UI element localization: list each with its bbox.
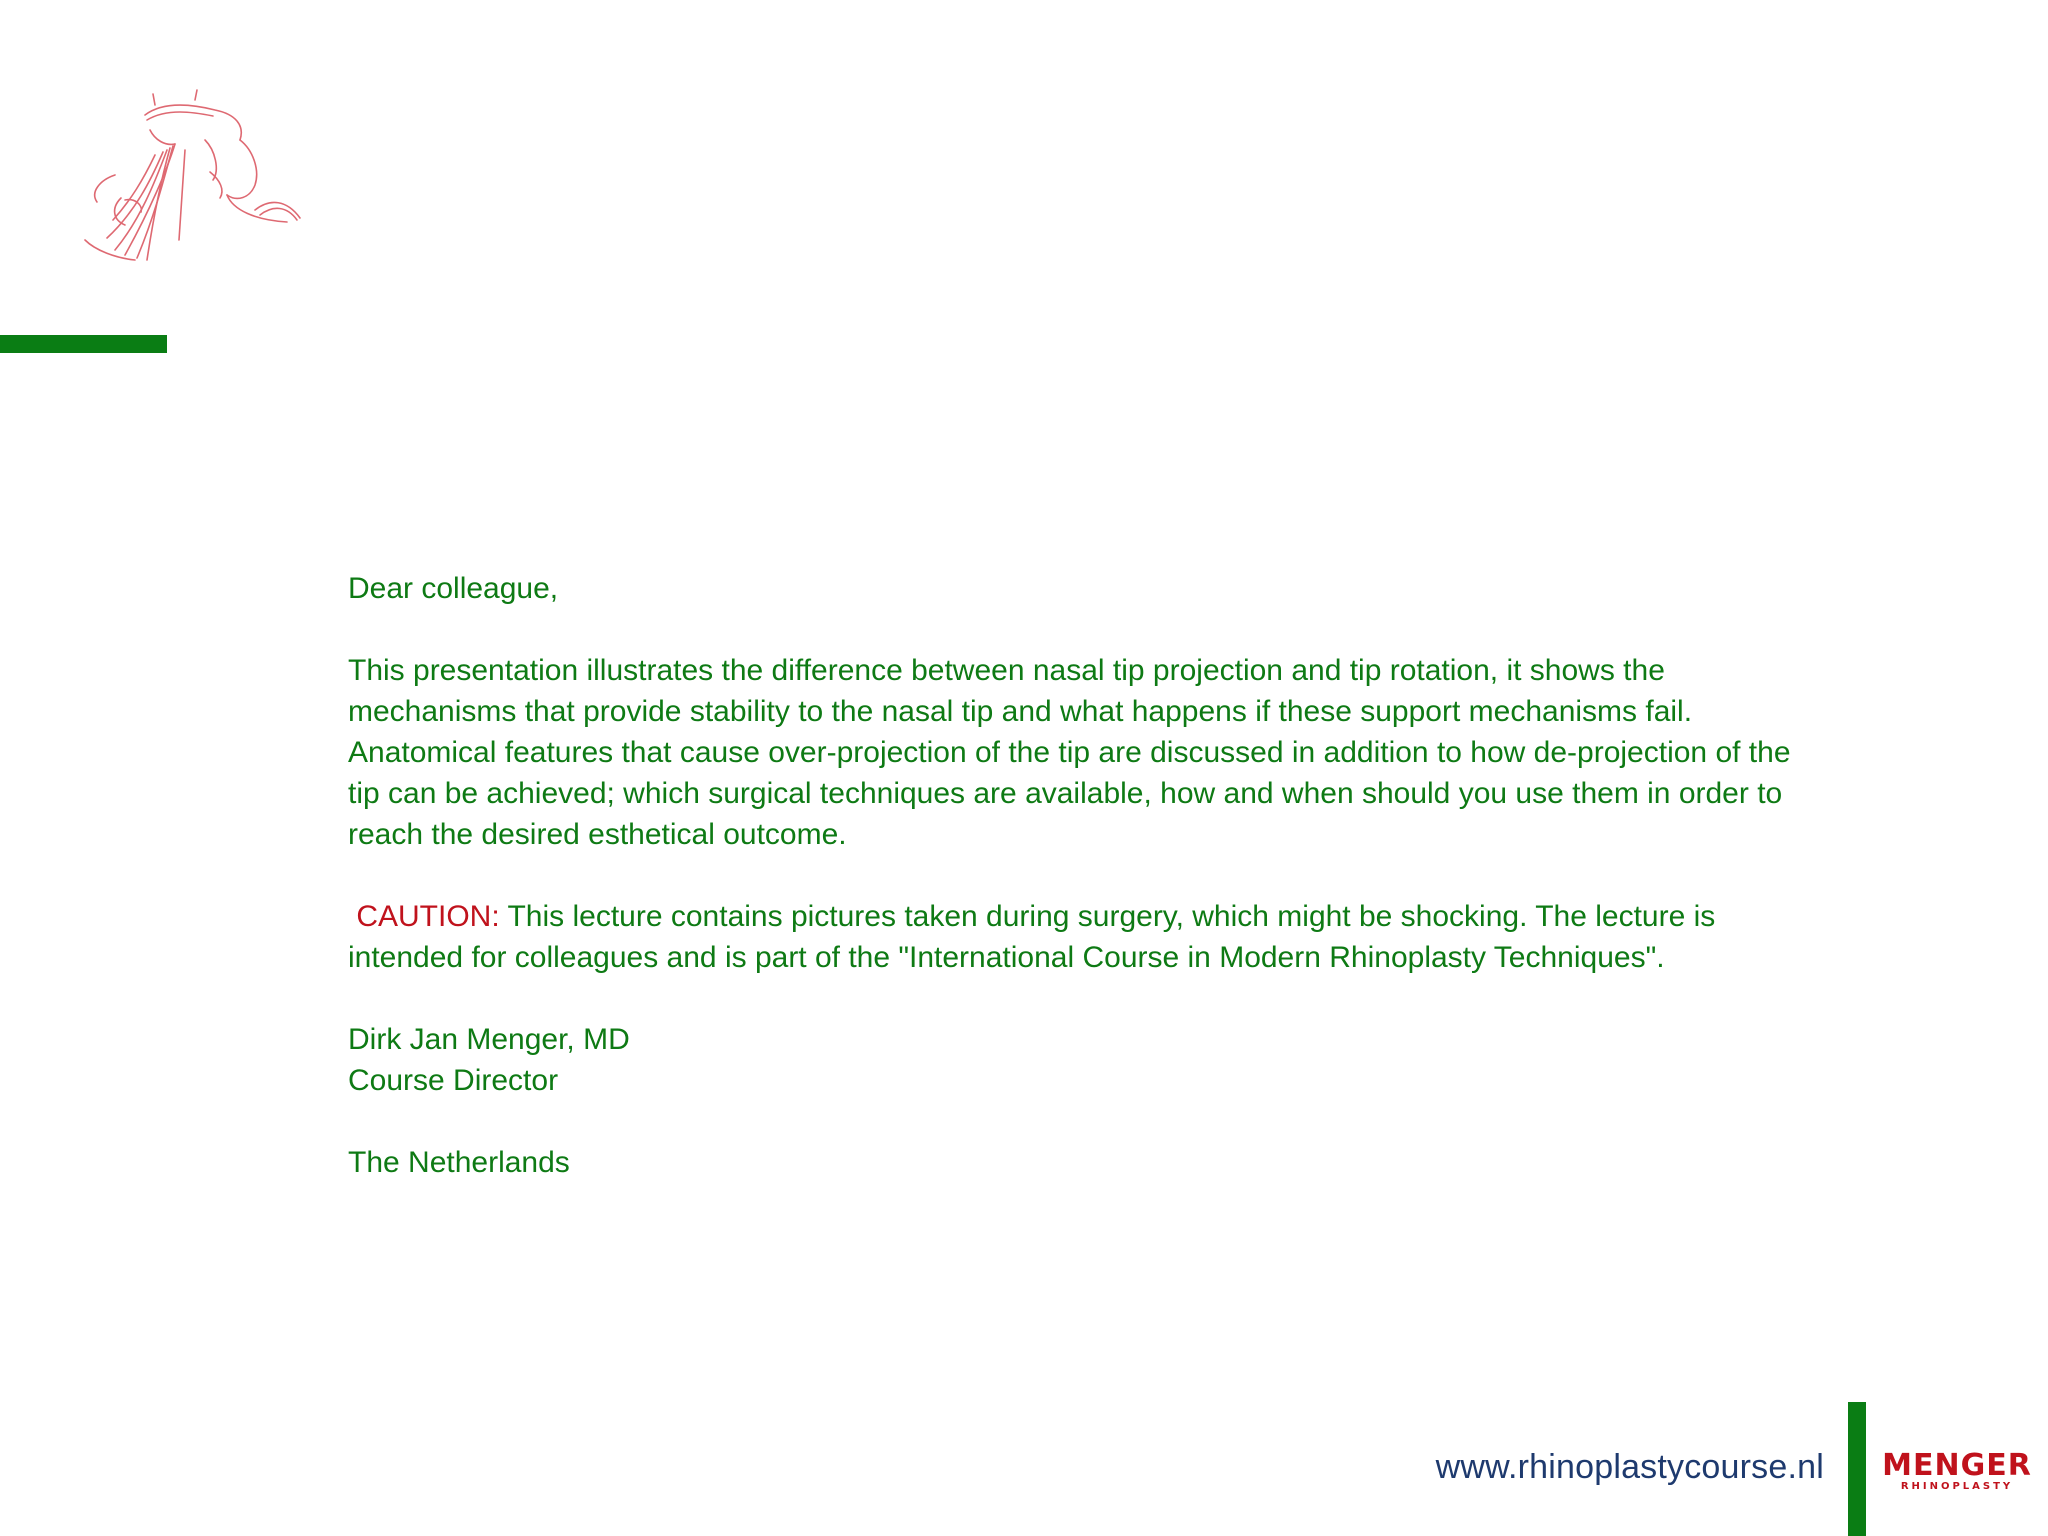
paragraph-gap	[348, 1101, 1828, 1142]
paragraph-gap	[348, 609, 1828, 650]
paragraph-gap	[348, 978, 1828, 1019]
footer-url[interactable]: www.rhinoplastycourse.nl	[1435, 1448, 1824, 1486]
brand-logo-main: MENGER	[1882, 1448, 2032, 1483]
letter	[348, 568, 1828, 1183]
caution-text: This lecture contains pictures taken during surgery, which might be shocking. The lecture is intended for colleagues and is part of the "International Course in Modern Rhinoplasty Techniques".	[348, 900, 1716, 974]
body-paragraph: This presentation illustrates the difference between nasal tip projection and tip rotation, it shows the mechanisms that provide stability to the nasal tip and what happens if these support mechanisms fail. Anatomical features that cause over-projection of the tip are discussed in addition to how de-projection of the tip can be achieved; which surgical techniques are available, how and when should you use them in order to reach the desired esthetical outcome.	[348, 654, 1791, 851]
brand-logo	[1882, 1448, 2032, 1501]
signature-title: Course Director	[348, 1064, 559, 1097]
salutation: Dear colleague,	[348, 572, 559, 605]
nasal-anatomy-sketch-icon	[55, 80, 315, 280]
brand-logo-sub: RHINOPLASTY	[1900, 1481, 2014, 1492]
caution-paragraph	[348, 896, 1828, 978]
signature-name: Dirk Jan Menger, MD	[348, 1023, 630, 1056]
paragraph-gap	[348, 855, 1828, 896]
caution-label: CAUTION:	[356, 900, 500, 933]
accent-bar-side	[1848, 1402, 1866, 1536]
signature-country: The Netherlands	[348, 1146, 570, 1179]
accent-bar-top	[0, 335, 167, 353]
